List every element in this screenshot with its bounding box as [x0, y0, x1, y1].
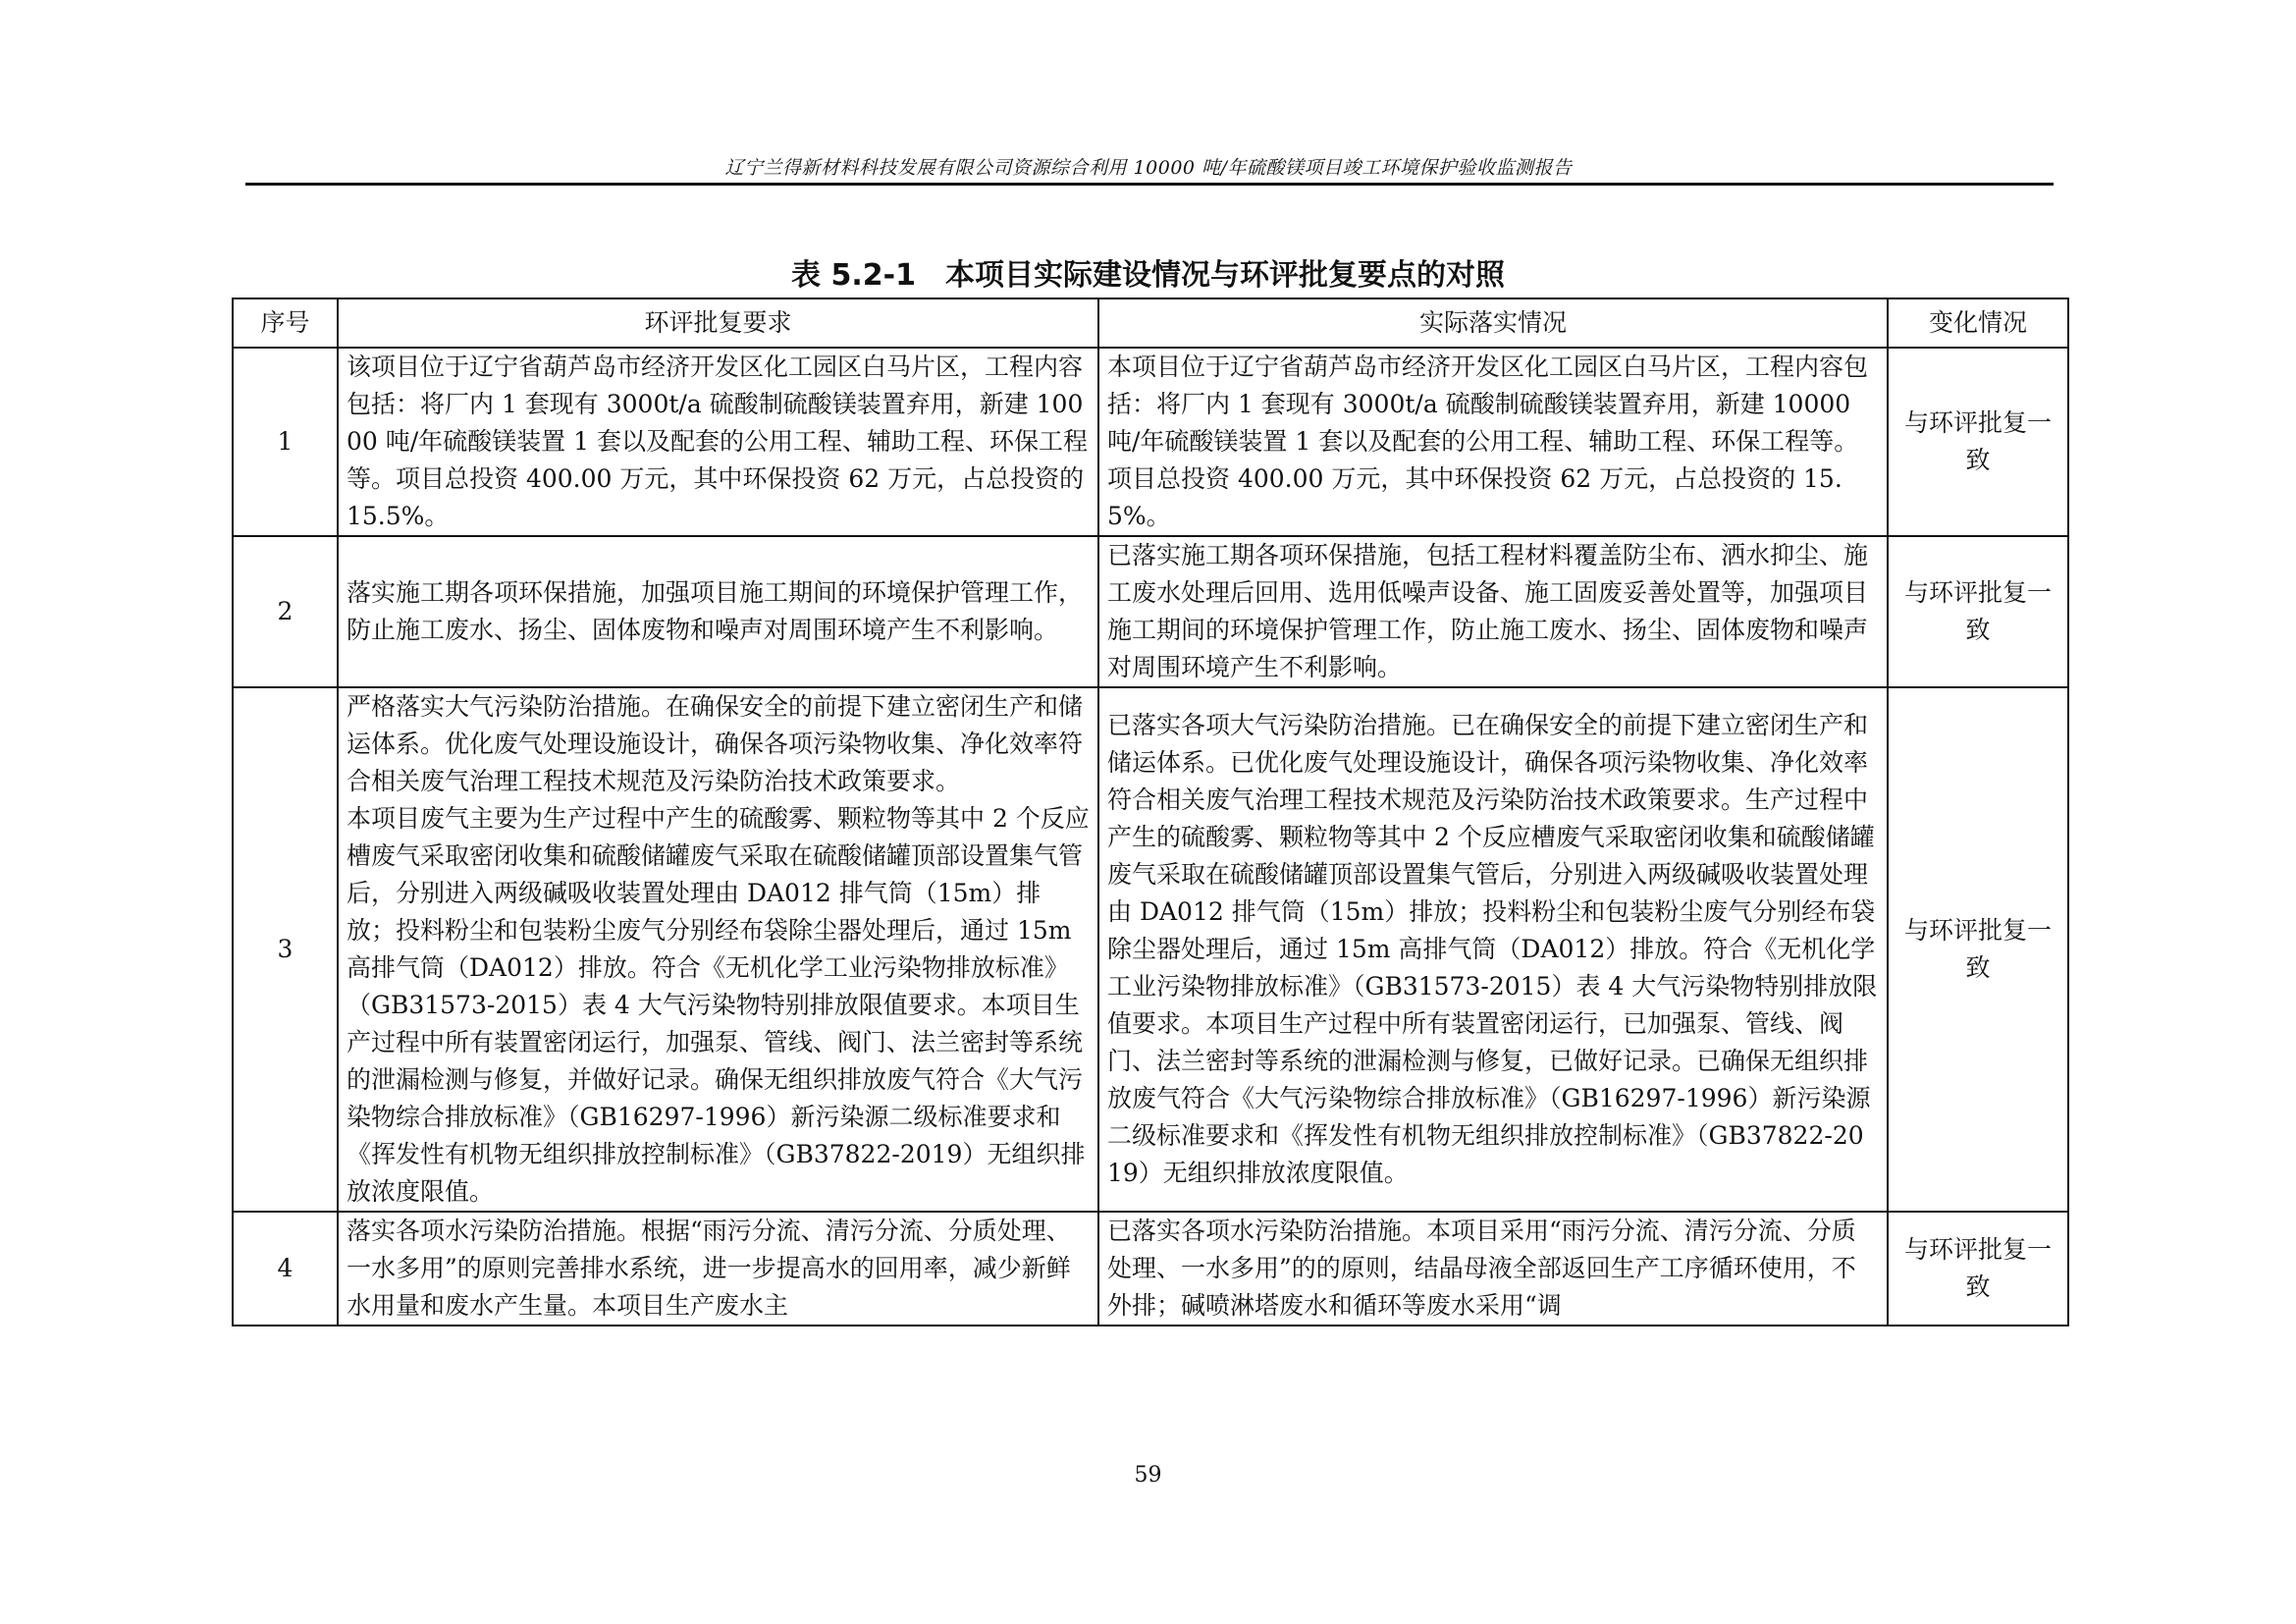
implementation-cell	[1098, 687, 1888, 1212]
implementation-cell	[1098, 536, 1888, 687]
implementation-text: 已落实施工期各项环保措施，包括工程材料覆盖防尘布、洒水抑尘、施工废水处理后回用、选用低噪声设备、施工固废妥善处置等，加强项目施工期间的环境保护管理工作，防止施工废水、扬尘、固体废物和噪声对周围环境产生不利影响。	[1107, 541, 1869, 681]
requirement-text: 本项目废气主要为生产过程中产生的硫酸雾、颗粒物等其中 2 个反应槽废气采取密闭收集和硫酸储罐废气采取在硫酸储罐顶部设置集气管后，分别进入两级碱吸收装置处理由 DA012 排气筒（15m）排放；投料粉尘和包装粉尘废气分别经布袋除尘器处理后，通过 15m 高排气筒（DA012）排放。符合《无机化学工业污染物排放标准》（GB31573-2015）表 4 大气污染物特别排放限值要求。本项目生产过程中所有装置密闭运行，加强泵、管线、阀门、法兰密封等系统的泄漏检测与修复，并做好记录。确保无组织排放废气符合《大气污染物综合排放标准》（GB16297-1996）新污染源二级标准要求和《挥发性有机物无组织排放控制标准》（GB37822-2019）无组织排放浓度限值。	[347, 804, 1090, 1206]
page-number: 59	[1134, 1463, 1162, 1488]
row-number: 2	[233, 536, 338, 687]
column-header-no: 序号	[233, 298, 338, 348]
requirement-text: 落实施工期各项环保措施，加强项目施工期间的环境保护管理工作，防止施工废水、扬尘、固体废物和噪声对周围环境产生不利影响。	[347, 578, 1084, 644]
column-header-implementation: 实际落实情况	[1098, 298, 1888, 348]
requirement-text: 该项目位于辽宁省葫芦岛市经济开发区化工园区白马片区，工程内容包括：将厂内 1 套现有 3000t/a 硫酸制硫酸镁装置弃用，新建 10000 吨/年硫酸镁装置 1 套以及配套的公用工程、辅助工程、环保工程等。项目总投资 400.00 万元，其中环保投资 62 万元，占总投资的 15.5%。	[347, 352, 1088, 530]
header-rule	[245, 183, 2054, 186]
requirement-cell	[338, 536, 1098, 687]
table-row	[233, 1212, 2068, 1326]
implementation-text: 已落实各项水污染防治措施。本项目采用“雨污分流、清污分流、分质处理、一水多用”的的原则，结晶母液全部返回生产工序循环使用，不外排；碱喷淋塔废水和循环等废水采用“调	[1107, 1217, 1856, 1320]
comparison-table	[232, 298, 2069, 1326]
table-title	[0, 250, 2296, 294]
table-row	[233, 536, 2068, 687]
implementation-cell	[1098, 348, 1888, 536]
table-row	[233, 348, 2068, 536]
row-number: 3	[233, 687, 338, 1212]
change-status: 与环评批复一致	[1888, 348, 2068, 536]
requirement-cell	[338, 1212, 1098, 1326]
table-title-number: 表 5.2-1	[791, 258, 916, 293]
requirement-text: 严格落实大气污染防治措施。在确保安全的前提下建立密闭生产和储运体系。优化废气处理设施设计，确保各项污染物收集、净化效率符合相关废气治理工程技术规范及污染防治技术政策要求。	[347, 692, 1084, 795]
column-header-change: 变化情况	[1888, 298, 2068, 348]
row-number: 1	[233, 348, 338, 536]
table-row	[233, 687, 2068, 1212]
requirement-cell	[338, 687, 1098, 1212]
change-status: 与环评批复一致	[1888, 1212, 2068, 1326]
requirement-text: 落实各项水污染防治措施。根据“雨污分流、清污分流、分质处理、一水多用”的原则完善排水系统，进一步提高水的回用率，减少新鲜水用量和废水产生量。本项目生产废水主	[347, 1217, 1071, 1320]
table-title-text: 本项目实际建设情况与环评批复要点的对照	[944, 258, 1505, 293]
implementation-text: 本项目位于辽宁省葫芦岛市经济开发区化工园区白马片区，工程内容包括：将厂内 1 套现有 3000t/a 硫酸制硫酸镁装置弃用，新建 10000 吨/年硫酸镁装置 1 套以及配套的公用工程、辅助工程、环保工程等。项目总投资 400.00 万元，其中环保投资 62 万元，占总投资的 15.5%。	[1107, 352, 1869, 530]
column-header-requirement: 环评批复要求	[338, 298, 1098, 348]
requirement-clip	[347, 1213, 1090, 1325]
table-header-row	[233, 298, 2068, 348]
requirement-cell	[338, 348, 1098, 536]
implementation-cell	[1098, 1212, 1888, 1326]
row-number: 4	[233, 1212, 338, 1326]
running-header: 辽宁兰得新材料科技发展有限公司资源综合利用 10000 吨/年硫酸镁项目竣工环境保护验收监测报告	[724, 157, 1573, 179]
implementation-text: 已落实各项大气污染防治措施。已在确保安全的前提下建立密闭生产和储运体系。已优化废气处理设施设计，确保各项污染物收集、净化效率符合相关废气治理工程技术规范及污染防治技术政策要求。生产过程中产生的硫酸雾、颗粒物等其中 2 个反应槽废气采取密闭收集和硫酸储罐废气采取在硫酸储罐顶部设置集气管后，分别进入两级碱吸收装置处理由 DA012 排气筒（15m）排放；投料粉尘和包装粉尘废气分别经布袋除尘器处理后，通过 15m 高排气筒（DA012）排放。符合《无机化学工业污染物排放标准》（GB31573-2015）表 4 大气污染物特别排放限值要求。本项目生产过程中所有装置密闭运行，已加强泵、管线、阀门、法兰密封等系统的泄漏检测与修复，已做好记录。已确保无组织排放废气符合《大气污染物综合排放标准》（GB16297-1996）新污染源二级标准要求和《挥发性有机物无组织排放控制标准》（GB37822-2019）无组织排放浓度限值。	[1107, 711, 1878, 1187]
implementation-clip	[1107, 1213, 1879, 1325]
change-status: 与环评批复一致	[1888, 536, 2068, 687]
change-status: 与环评批复一致	[1888, 687, 2068, 1212]
